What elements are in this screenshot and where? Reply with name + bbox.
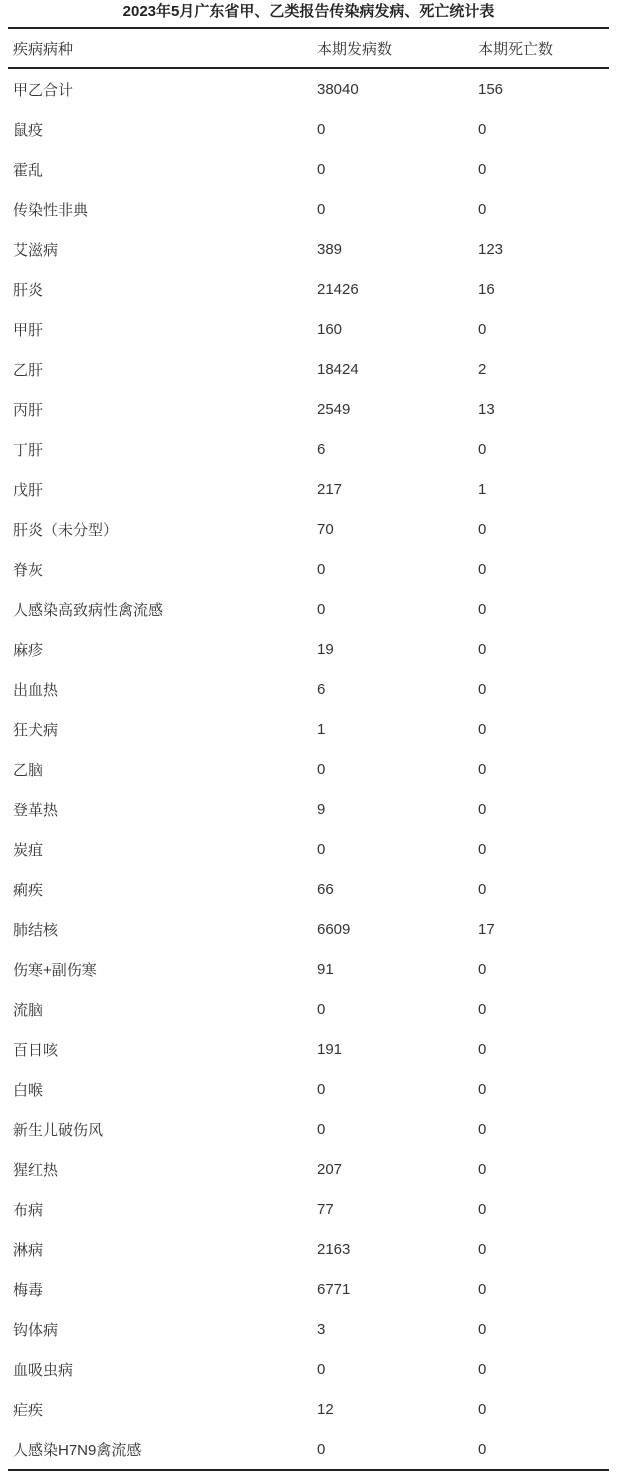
disease-name-cell: 乙脑 bbox=[13, 761, 44, 779]
deaths-cell: 0 bbox=[478, 440, 487, 458]
table-row bbox=[8, 1269, 609, 1309]
cases-cell: 6 bbox=[317, 680, 326, 698]
disease-name-cell: 艾滋病 bbox=[13, 241, 59, 259]
table-row bbox=[8, 429, 609, 469]
disease-name-cell: 麻疹 bbox=[13, 641, 44, 659]
deaths-cell: 16 bbox=[478, 280, 495, 298]
deaths-cell: 0 bbox=[478, 840, 487, 858]
table-row bbox=[8, 749, 609, 789]
cases-cell: 0 bbox=[317, 560, 326, 578]
cases-cell: 91 bbox=[317, 960, 334, 978]
table-row bbox=[8, 1349, 609, 1389]
table-row bbox=[8, 229, 609, 269]
cases-cell: 38040 bbox=[317, 80, 359, 98]
table-row bbox=[8, 1069, 609, 1109]
cases-cell: 0 bbox=[317, 1120, 326, 1138]
col-header-cases: 本期发病数 bbox=[317, 28, 478, 68]
deaths-cell: 0 bbox=[478, 960, 487, 978]
disease-name-cell: 登革热 bbox=[13, 801, 59, 819]
table-row bbox=[8, 1029, 609, 1069]
disease-name-cell: 霍乱 bbox=[13, 161, 44, 179]
deaths-cell: 0 bbox=[478, 1320, 487, 1338]
deaths-cell: 0 bbox=[478, 160, 487, 178]
cases-cell: 1 bbox=[317, 720, 326, 738]
disease-name-cell: 丙肝 bbox=[13, 401, 44, 419]
table-row bbox=[8, 1229, 609, 1269]
deaths-cell: 0 bbox=[478, 1360, 487, 1378]
page-title: 2023年5月广东省甲、乙类报告传染病发病、死亡统计表 bbox=[122, 3, 495, 20]
deaths-cell: 0 bbox=[478, 560, 487, 578]
deaths-cell: 0 bbox=[478, 1160, 487, 1178]
table-row bbox=[8, 789, 609, 829]
cases-cell: 0 bbox=[317, 120, 326, 138]
disease-name-cell: 丁肝 bbox=[13, 441, 44, 459]
deaths-cell: 156 bbox=[478, 80, 504, 98]
table-row bbox=[8, 189, 609, 229]
cases-cell: 3 bbox=[317, 1320, 326, 1338]
table-row bbox=[8, 269, 609, 309]
col-header-deaths: 本期死亡数 bbox=[478, 28, 609, 68]
cases-cell: 70 bbox=[317, 520, 334, 538]
cases-cell: 77 bbox=[317, 1200, 334, 1218]
disease-name-cell: 血吸虫病 bbox=[13, 1361, 74, 1379]
cases-cell: 0 bbox=[317, 600, 326, 618]
deaths-cell: 0 bbox=[478, 600, 487, 618]
deaths-cell: 0 bbox=[478, 1400, 487, 1418]
cases-cell: 9 bbox=[317, 800, 326, 818]
cases-cell: 2549 bbox=[317, 400, 351, 418]
disease-name-cell: 布病 bbox=[13, 1201, 44, 1219]
table-row bbox=[8, 109, 609, 149]
cases-cell: 160 bbox=[317, 320, 343, 338]
table-header-row bbox=[8, 28, 609, 68]
table-row bbox=[8, 949, 609, 989]
cases-cell: 12 bbox=[317, 1400, 334, 1418]
cases-cell: 21426 bbox=[317, 280, 359, 298]
cases-cell: 6609 bbox=[317, 920, 351, 938]
cases-cell: 207 bbox=[317, 1160, 343, 1178]
table-row bbox=[8, 1189, 609, 1229]
table-row bbox=[8, 309, 609, 349]
deaths-cell: 0 bbox=[478, 1240, 487, 1258]
deaths-cell: 0 bbox=[478, 1280, 487, 1298]
cases-cell: 6771 bbox=[317, 1280, 351, 1298]
table-row bbox=[8, 709, 609, 749]
disease-name-cell: 新生儿破伤风 bbox=[13, 1121, 104, 1139]
cases-cell: 0 bbox=[317, 760, 326, 778]
cases-cell: 191 bbox=[317, 1040, 343, 1058]
disease-name-cell: 伤寒+副伤寒 bbox=[13, 961, 97, 979]
cases-cell: 2163 bbox=[317, 1240, 351, 1258]
table-row bbox=[8, 149, 609, 189]
col-header-disease: 疾病病种 bbox=[8, 28, 317, 68]
deaths-cell: 0 bbox=[478, 640, 487, 658]
disease-name-cell: 戊肝 bbox=[13, 481, 44, 499]
deaths-cell: 0 bbox=[478, 520, 487, 538]
disease-name-cell: 甲肝 bbox=[13, 321, 44, 339]
disease-name-cell: 钩体病 bbox=[13, 1321, 59, 1339]
table-row bbox=[8, 869, 609, 909]
deaths-cell: 17 bbox=[478, 920, 495, 938]
disease-name-cell: 出血热 bbox=[13, 681, 59, 699]
deaths-cell: 0 bbox=[478, 1120, 487, 1138]
cases-cell: 19 bbox=[317, 640, 334, 658]
cases-cell: 217 bbox=[317, 480, 343, 498]
table-row bbox=[8, 1309, 609, 1349]
cases-cell: 6 bbox=[317, 440, 326, 458]
deaths-cell: 0 bbox=[478, 800, 487, 818]
disease-name-cell: 肝炎 bbox=[13, 281, 44, 299]
disease-name-cell: 传染性非典 bbox=[13, 201, 89, 219]
deaths-cell: 2 bbox=[478, 360, 487, 378]
deaths-cell: 0 bbox=[478, 320, 487, 338]
disease-name-cell: 脊灰 bbox=[13, 561, 44, 579]
table-row bbox=[8, 389, 609, 429]
cases-cell: 0 bbox=[317, 840, 326, 858]
deaths-cell: 0 bbox=[478, 200, 487, 218]
disease-name-cell: 流脑 bbox=[13, 1001, 44, 1019]
cases-cell: 0 bbox=[317, 160, 326, 178]
table-row bbox=[8, 1109, 609, 1149]
table-row bbox=[8, 68, 609, 109]
disease-name-cell: 人感染高致病性禽流感 bbox=[13, 601, 164, 619]
disease-name-cell: 白喉 bbox=[13, 1081, 44, 1099]
cases-cell: 0 bbox=[317, 1360, 326, 1378]
table-row bbox=[8, 989, 609, 1029]
deaths-cell: 0 bbox=[478, 120, 487, 138]
disease-name-cell: 人感染H7N9禽流感 bbox=[13, 1441, 142, 1459]
deaths-cell: 0 bbox=[478, 1000, 487, 1018]
table-row bbox=[8, 349, 609, 389]
table-row bbox=[8, 669, 609, 709]
table-row bbox=[8, 549, 609, 589]
disease-name-cell: 痢疾 bbox=[13, 881, 44, 899]
disease-name-cell: 梅毒 bbox=[13, 1281, 44, 1299]
disease-name-cell: 百日咳 bbox=[13, 1041, 59, 1059]
deaths-cell: 0 bbox=[478, 1040, 487, 1058]
deaths-cell: 0 bbox=[478, 880, 487, 898]
deaths-cell: 0 bbox=[478, 720, 487, 738]
deaths-cell: 0 bbox=[478, 680, 487, 698]
cases-cell: 18424 bbox=[317, 360, 359, 378]
disease-name-cell: 乙肝 bbox=[13, 361, 44, 379]
table-row bbox=[8, 469, 609, 509]
cases-cell: 0 bbox=[317, 1080, 326, 1098]
table-row bbox=[8, 1149, 609, 1189]
disease-name-cell: 疟疾 bbox=[13, 1401, 44, 1419]
deaths-cell: 123 bbox=[478, 240, 504, 258]
deaths-cell: 1 bbox=[478, 480, 487, 498]
deaths-cell: 0 bbox=[478, 1440, 487, 1458]
cases-cell: 389 bbox=[317, 240, 343, 258]
deaths-cell: 0 bbox=[478, 1200, 487, 1218]
cases-cell: 0 bbox=[317, 1440, 326, 1458]
disease-name-cell: 炭疽 bbox=[13, 841, 44, 859]
table-row bbox=[8, 589, 609, 629]
disease-name-cell: 肝炎（未分型） bbox=[13, 521, 119, 539]
table-row bbox=[8, 1389, 609, 1429]
deaths-cell: 0 bbox=[478, 760, 487, 778]
disease-name-cell: 肺结核 bbox=[13, 921, 59, 939]
disease-stats-table bbox=[8, 27, 609, 1471]
disease-name-cell: 猩红热 bbox=[13, 1161, 59, 1179]
cases-cell: 0 bbox=[317, 200, 326, 218]
table-row bbox=[8, 1429, 609, 1470]
table-row bbox=[8, 829, 609, 869]
table-row bbox=[8, 509, 609, 549]
disease-name-cell: 狂犬病 bbox=[13, 721, 59, 739]
disease-name-cell: 淋病 bbox=[13, 1241, 44, 1259]
table-body bbox=[8, 68, 609, 1470]
deaths-cell: 0 bbox=[478, 1080, 487, 1098]
disease-name-cell: 甲乙合计 bbox=[13, 81, 74, 99]
table-row bbox=[8, 909, 609, 949]
cases-cell: 66 bbox=[317, 880, 334, 898]
cases-cell: 0 bbox=[317, 1000, 326, 1018]
deaths-cell: 13 bbox=[478, 400, 495, 418]
disease-name-cell: 鼠疫 bbox=[13, 121, 44, 139]
table-row bbox=[8, 629, 609, 669]
